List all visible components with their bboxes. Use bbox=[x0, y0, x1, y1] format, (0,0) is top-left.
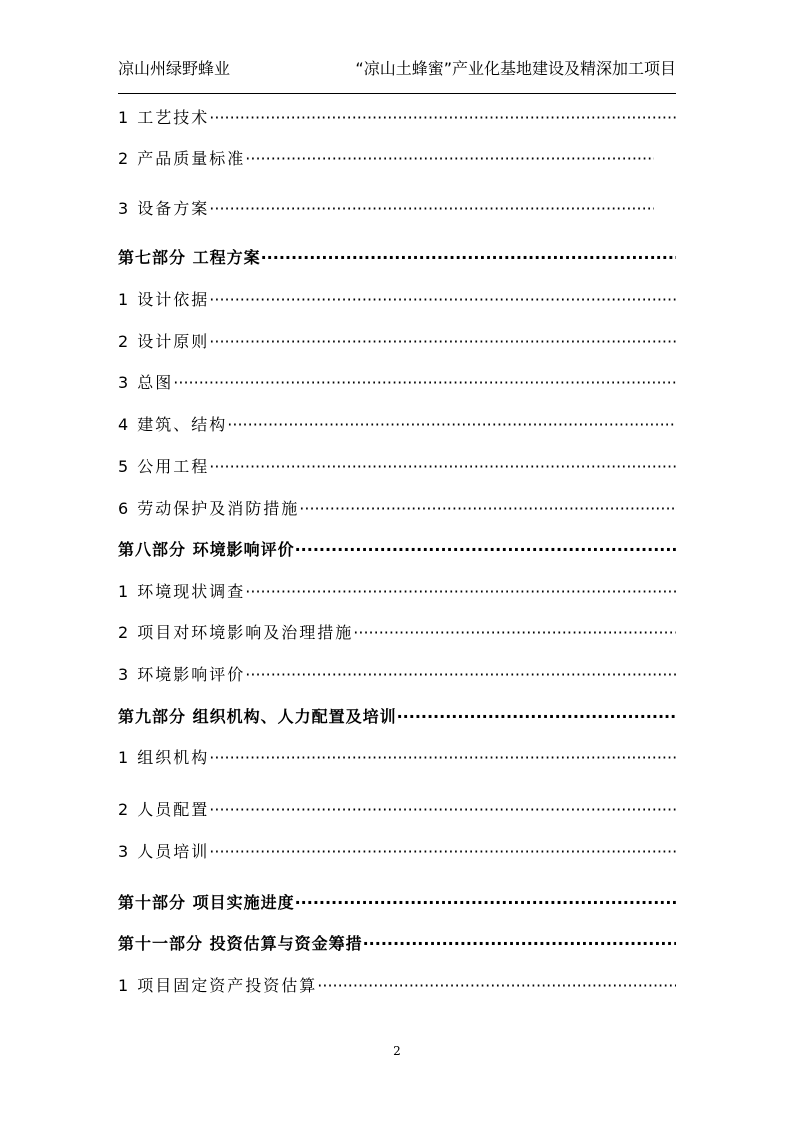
toc-entry[interactable] bbox=[118, 746, 676, 770]
toc-entry[interactable] bbox=[118, 580, 676, 604]
toc-dot-leader bbox=[299, 497, 676, 521]
toc-dot-leader bbox=[209, 197, 654, 221]
toc-entry-label: 2 设计原则 bbox=[118, 332, 210, 351]
toc-dot-leader bbox=[209, 330, 676, 354]
toc-entry[interactable] bbox=[118, 455, 676, 479]
toc-entry[interactable] bbox=[118, 621, 676, 645]
toc-entry[interactable] bbox=[118, 147, 654, 171]
toc-part-entry[interactable] bbox=[118, 932, 676, 956]
toc-entry[interactable] bbox=[118, 497, 676, 521]
toc-entry[interactable] bbox=[118, 197, 654, 221]
toc-entry[interactable] bbox=[118, 330, 676, 354]
toc-dot-leader bbox=[173, 371, 676, 395]
toc-part-label: 第八部分 环境影响评价 bbox=[118, 540, 295, 559]
toc-entry-label: 2 项目对环境影响及治理措施 bbox=[118, 623, 354, 642]
toc-entry[interactable] bbox=[118, 663, 676, 687]
toc-dot-leader bbox=[317, 974, 676, 998]
toc-entry-label: 1 设计依据 bbox=[118, 290, 210, 309]
toc-dot-leader bbox=[209, 840, 676, 864]
toc-dot-leader bbox=[397, 705, 676, 729]
toc-dot-leader bbox=[209, 798, 676, 822]
page-number: 2 bbox=[393, 1044, 401, 1058]
toc-entry-label: 4 建筑、结构 bbox=[118, 415, 228, 434]
toc-entry-label: 3 设备方案 bbox=[118, 199, 210, 218]
toc-entry-label: 3 环境影响评价 bbox=[118, 665, 246, 684]
toc-entry-label: 3 总图 bbox=[118, 373, 174, 392]
toc-dot-leader bbox=[261, 246, 676, 270]
toc-dot-leader bbox=[245, 147, 654, 171]
toc-entry[interactable] bbox=[118, 798, 676, 822]
toc-part-label: 第九部分 组织机构、人力配置及培训 bbox=[118, 707, 397, 726]
toc-entry[interactable] bbox=[118, 288, 676, 312]
toc-entry-label: 5 公用工程 bbox=[118, 457, 210, 476]
toc-dot-leader bbox=[245, 580, 676, 604]
toc-dot-leader bbox=[363, 932, 676, 956]
toc-entry-label: 1 工艺技术 bbox=[118, 108, 210, 127]
toc-dot-leader bbox=[353, 621, 676, 645]
toc-entry-label: 6 劳动保护及消防措施 bbox=[118, 499, 300, 518]
toc-entry-label: 3 人员培训 bbox=[118, 842, 210, 861]
toc-dot-leader bbox=[245, 663, 676, 687]
toc-part-entry[interactable] bbox=[118, 538, 676, 562]
header-company: 凉山州绿野蜂业 bbox=[118, 59, 231, 78]
toc-entry[interactable] bbox=[118, 413, 676, 437]
toc-part-label: 第七部分 工程方案 bbox=[118, 248, 261, 267]
toc-part-entry[interactable] bbox=[118, 705, 676, 729]
toc-entry-label: 1 组织机构 bbox=[118, 748, 210, 767]
header-project-title: “凉山土蜂蜜”产业化基地建设及精深加工项目 bbox=[355, 59, 676, 78]
toc-entry[interactable] bbox=[118, 371, 676, 395]
toc-dot-leader bbox=[209, 288, 676, 312]
toc-entry-label: 1 环境现状调查 bbox=[118, 582, 246, 601]
toc-part-label: 第十一部分 投资估算与资金筹措 bbox=[118, 934, 363, 953]
toc-entry[interactable] bbox=[118, 840, 676, 864]
toc-entry-label: 1 项目固定资产投资估算 bbox=[118, 976, 318, 995]
toc-part-entry[interactable] bbox=[118, 891, 676, 915]
toc-dot-leader bbox=[295, 538, 676, 562]
toc-dot-leader bbox=[209, 455, 676, 479]
toc-dot-leader bbox=[209, 106, 676, 130]
toc-entry-label: 2 人员配置 bbox=[118, 800, 210, 819]
toc-entry-label: 2 产品质量标准 bbox=[118, 149, 246, 168]
toc-part-entry[interactable] bbox=[118, 246, 676, 270]
toc-dot-leader bbox=[209, 746, 676, 770]
toc-entry[interactable] bbox=[118, 106, 676, 130]
toc-dot-leader bbox=[227, 413, 676, 437]
toc-dot-leader bbox=[295, 891, 676, 915]
toc-entry[interactable] bbox=[118, 974, 676, 998]
toc-part-label: 第十部分 项目实施进度 bbox=[118, 893, 295, 912]
